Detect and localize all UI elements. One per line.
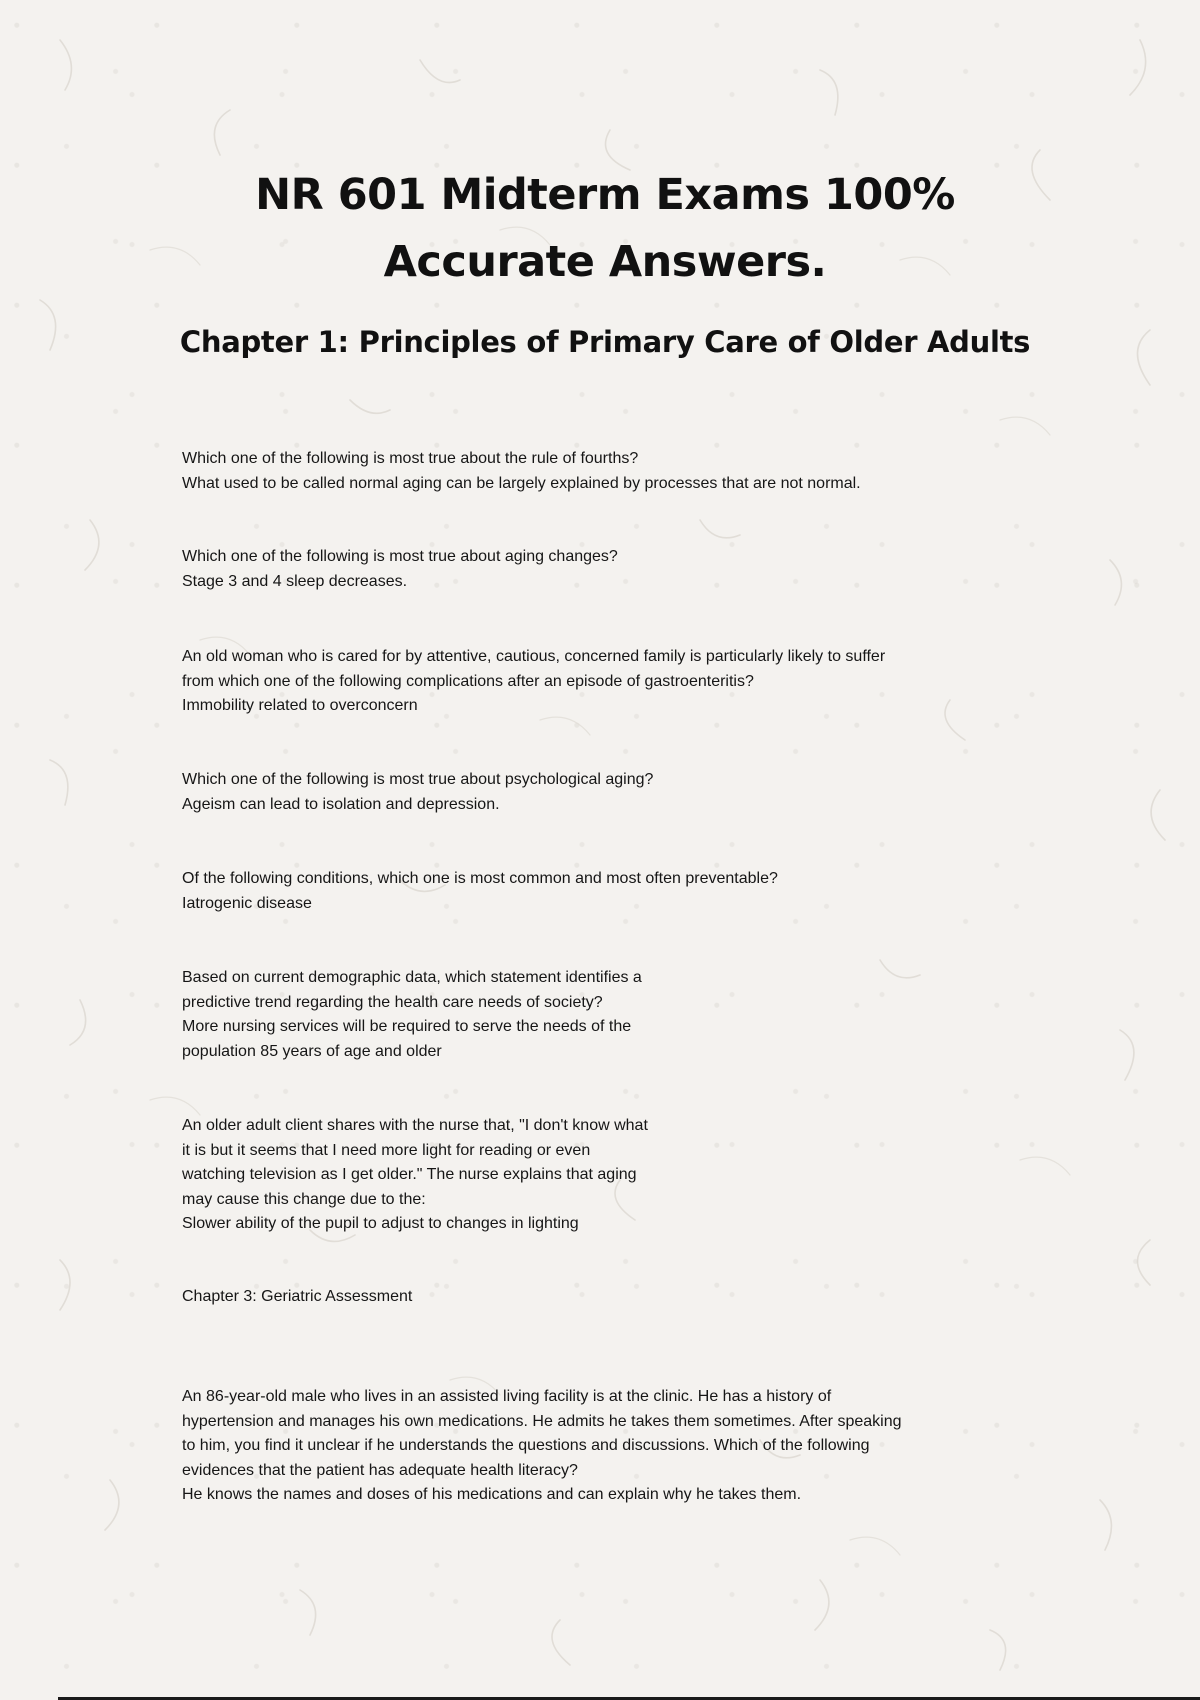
question-text: may cause this change due to the: [182,1190,426,1208]
qa-block-3 [182,645,885,719]
document-title [100,162,1110,296]
qa-block-2 [182,545,618,594]
question-text: Of the following conditions, which one is most common and most often preventable? [182,870,778,887]
question-text: from which one of the following complications after an episode of gastroenteritis? [182,672,754,690]
qa-block-5 [182,867,778,916]
answer-text: Stage 3 and 4 sleep decreases. [182,572,408,590]
question-text: to him, you find it unclear if he understands the questions and discussions. Which of the following [182,1437,870,1455]
qa-block-4 [182,768,653,817]
question-text: Which one of the following is most true about the rule of fourths? [182,450,639,467]
question-text: predictive trend regarding the health care needs of society? [182,993,603,1011]
answer-text: population 85 years of age and older [182,1042,442,1060]
answer-text: What used to be called normal aging can be largely explained by processes that are not normal. [182,474,861,492]
answer-text: Ageism can lead to isolation and depression. [182,795,500,813]
answer-text: More nursing services will be required to serve the needs of the [182,1018,632,1036]
question-text: watching television as I get older." The nurse explains that aging [182,1166,637,1184]
question-text: Based on current demographic data, which statement identifies a [182,969,642,986]
answer-text: He knows the names and doses of his medications and can explain why he takes them. [182,1486,802,1504]
title-line-2: Accurate Answers. [383,237,827,287]
chapter-3-heading: Chapter 3: Geriatric Assessment [182,1288,413,1305]
question-text: An 86-year-old male who lives in an assisted living facility is at the clinic. He has a history of [182,1388,832,1405]
question-text: it is but it seems that I need more light for reading or even [182,1141,591,1159]
question-text: Which one of the following is most true about aging changes? [182,548,618,565]
answer-text: Iatrogenic disease [182,894,312,912]
title-line-1: NR 601 Midterm Exams 100% [255,170,955,220]
question-text: hypertension and manages his own medications. He admits he takes them sometimes. After speaking [182,1412,902,1430]
qa-block-1 [182,447,861,496]
qa-block-7 [182,1114,648,1237]
question-text: An old woman who is cared for by attentive, cautious, concerned family is particularly likely to suffer [182,648,886,665]
question-text: evidences that the patient has adequate health literacy? [182,1461,578,1479]
answer-text: Immobility related to overconcern [182,697,418,715]
question-text: An older adult client shares with the nurse that, "I don't know what [182,1117,648,1134]
chapter-1-heading: Chapter 1: Principles of Primary Care of Older Adults [179,325,1031,359]
answer-text: Slower ability of the pupil to adjust to changes in lighting [182,1215,579,1233]
qa-block-6 [182,966,642,1064]
question-text: Which one of the following is most true about psychological aging? [182,771,654,788]
qa-block-8 [182,1385,901,1508]
